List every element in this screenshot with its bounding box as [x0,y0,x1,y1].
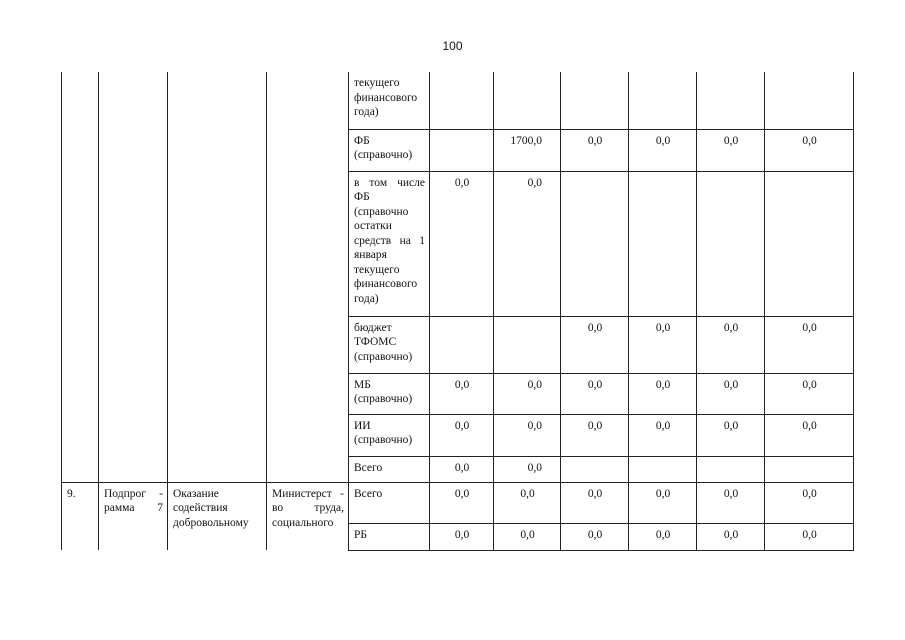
value-cell: 0,0 [430,414,494,456]
source-label-cell: Всего [349,456,430,482]
value-cell: 0,0 [629,414,697,456]
value-cell [765,72,854,129]
value-cell: 0,0 [430,523,494,550]
value-cell: 0,0 [765,414,854,456]
value-cell: 0,0 [697,373,765,414]
value-cell: 0,0 [697,523,765,550]
value-cell [765,456,854,482]
value-cell [430,72,494,129]
value-cell [430,129,494,171]
value-cell: 0,0 [494,373,561,414]
value-cell [697,456,765,482]
source-label-cell: Всего [349,482,430,523]
value-cell: 0,0 [494,482,561,523]
value-cell [629,72,697,129]
source-label-cell: текущего финансового года) [349,72,430,129]
value-cell: 0,0 [629,373,697,414]
value-cell: 0,0 [430,373,494,414]
value-cell [494,316,561,373]
value-cell [629,171,697,316]
value-cell: 0,0 [697,316,765,373]
value-cell: 0,0 [697,414,765,456]
source-label-cell: ФБ (справочно) [349,129,430,171]
value-cell: 0,0 [561,482,629,523]
source-label-cell: МБ (справочно) [349,373,430,414]
section-program-name: Подпрог - рамма 7 [99,482,168,550]
value-cell: 0,0 [629,523,697,550]
table-row [62,482,854,523]
value-cell: 0,0 [697,482,765,523]
value-cell: 0,0 [561,523,629,550]
value-cell [697,72,765,129]
value-cell: 0,0 [494,171,561,316]
value-cell: 0,0 [494,414,561,456]
value-cell: 0,0 [430,171,494,316]
budget-table [61,72,854,551]
source-label-cell: бюджет ТФОМС (справочно) [349,316,430,373]
source-label-cell: в том числе ФБ (справочно остатки средств на 1 января текущего финансового года) [349,171,430,316]
value-cell: 0,0 [430,456,494,482]
section-executor: Министерст - во труда, социального [267,482,349,550]
page-number: 100 [442,39,463,53]
program-col-cont [99,72,168,482]
value-cell [697,171,765,316]
value-cell: 0,0 [430,482,494,523]
value-cell: 0,0 [494,523,561,550]
value-cell: 0,0 [765,129,854,171]
value-cell [561,72,629,129]
value-cell: 0,0 [494,456,561,482]
value-cell [494,72,561,129]
value-cell [629,456,697,482]
value-cell: 0,0 [765,523,854,550]
title-col-cont [168,72,267,482]
section-number: 9. [62,482,99,550]
value-cell: 0,0 [765,316,854,373]
value-cell: 0,0 [561,316,629,373]
value-cell: 0,0 [561,414,629,456]
table-row [62,72,854,129]
number-col-cont [62,72,99,482]
value-cell: 1700,0 [494,129,561,171]
value-cell: 0,0 [629,316,697,373]
value-cell: 0,0 [765,373,854,414]
value-cell: 0,0 [561,129,629,171]
source-label-cell: ИИ (справочно) [349,414,430,456]
value-cell: 0,0 [629,482,697,523]
source-label-cell: РБ [349,523,430,550]
value-cell [561,456,629,482]
value-cell [561,171,629,316]
value-cell: 0,0 [629,129,697,171]
value-cell: 0,0 [765,482,854,523]
value-cell [430,316,494,373]
value-cell: 0,0 [697,129,765,171]
section-title: Оказание содействия добровольному [168,482,267,550]
value-cell: 0,0 [561,373,629,414]
value-cell [765,171,854,316]
executor-col-cont [267,72,349,482]
